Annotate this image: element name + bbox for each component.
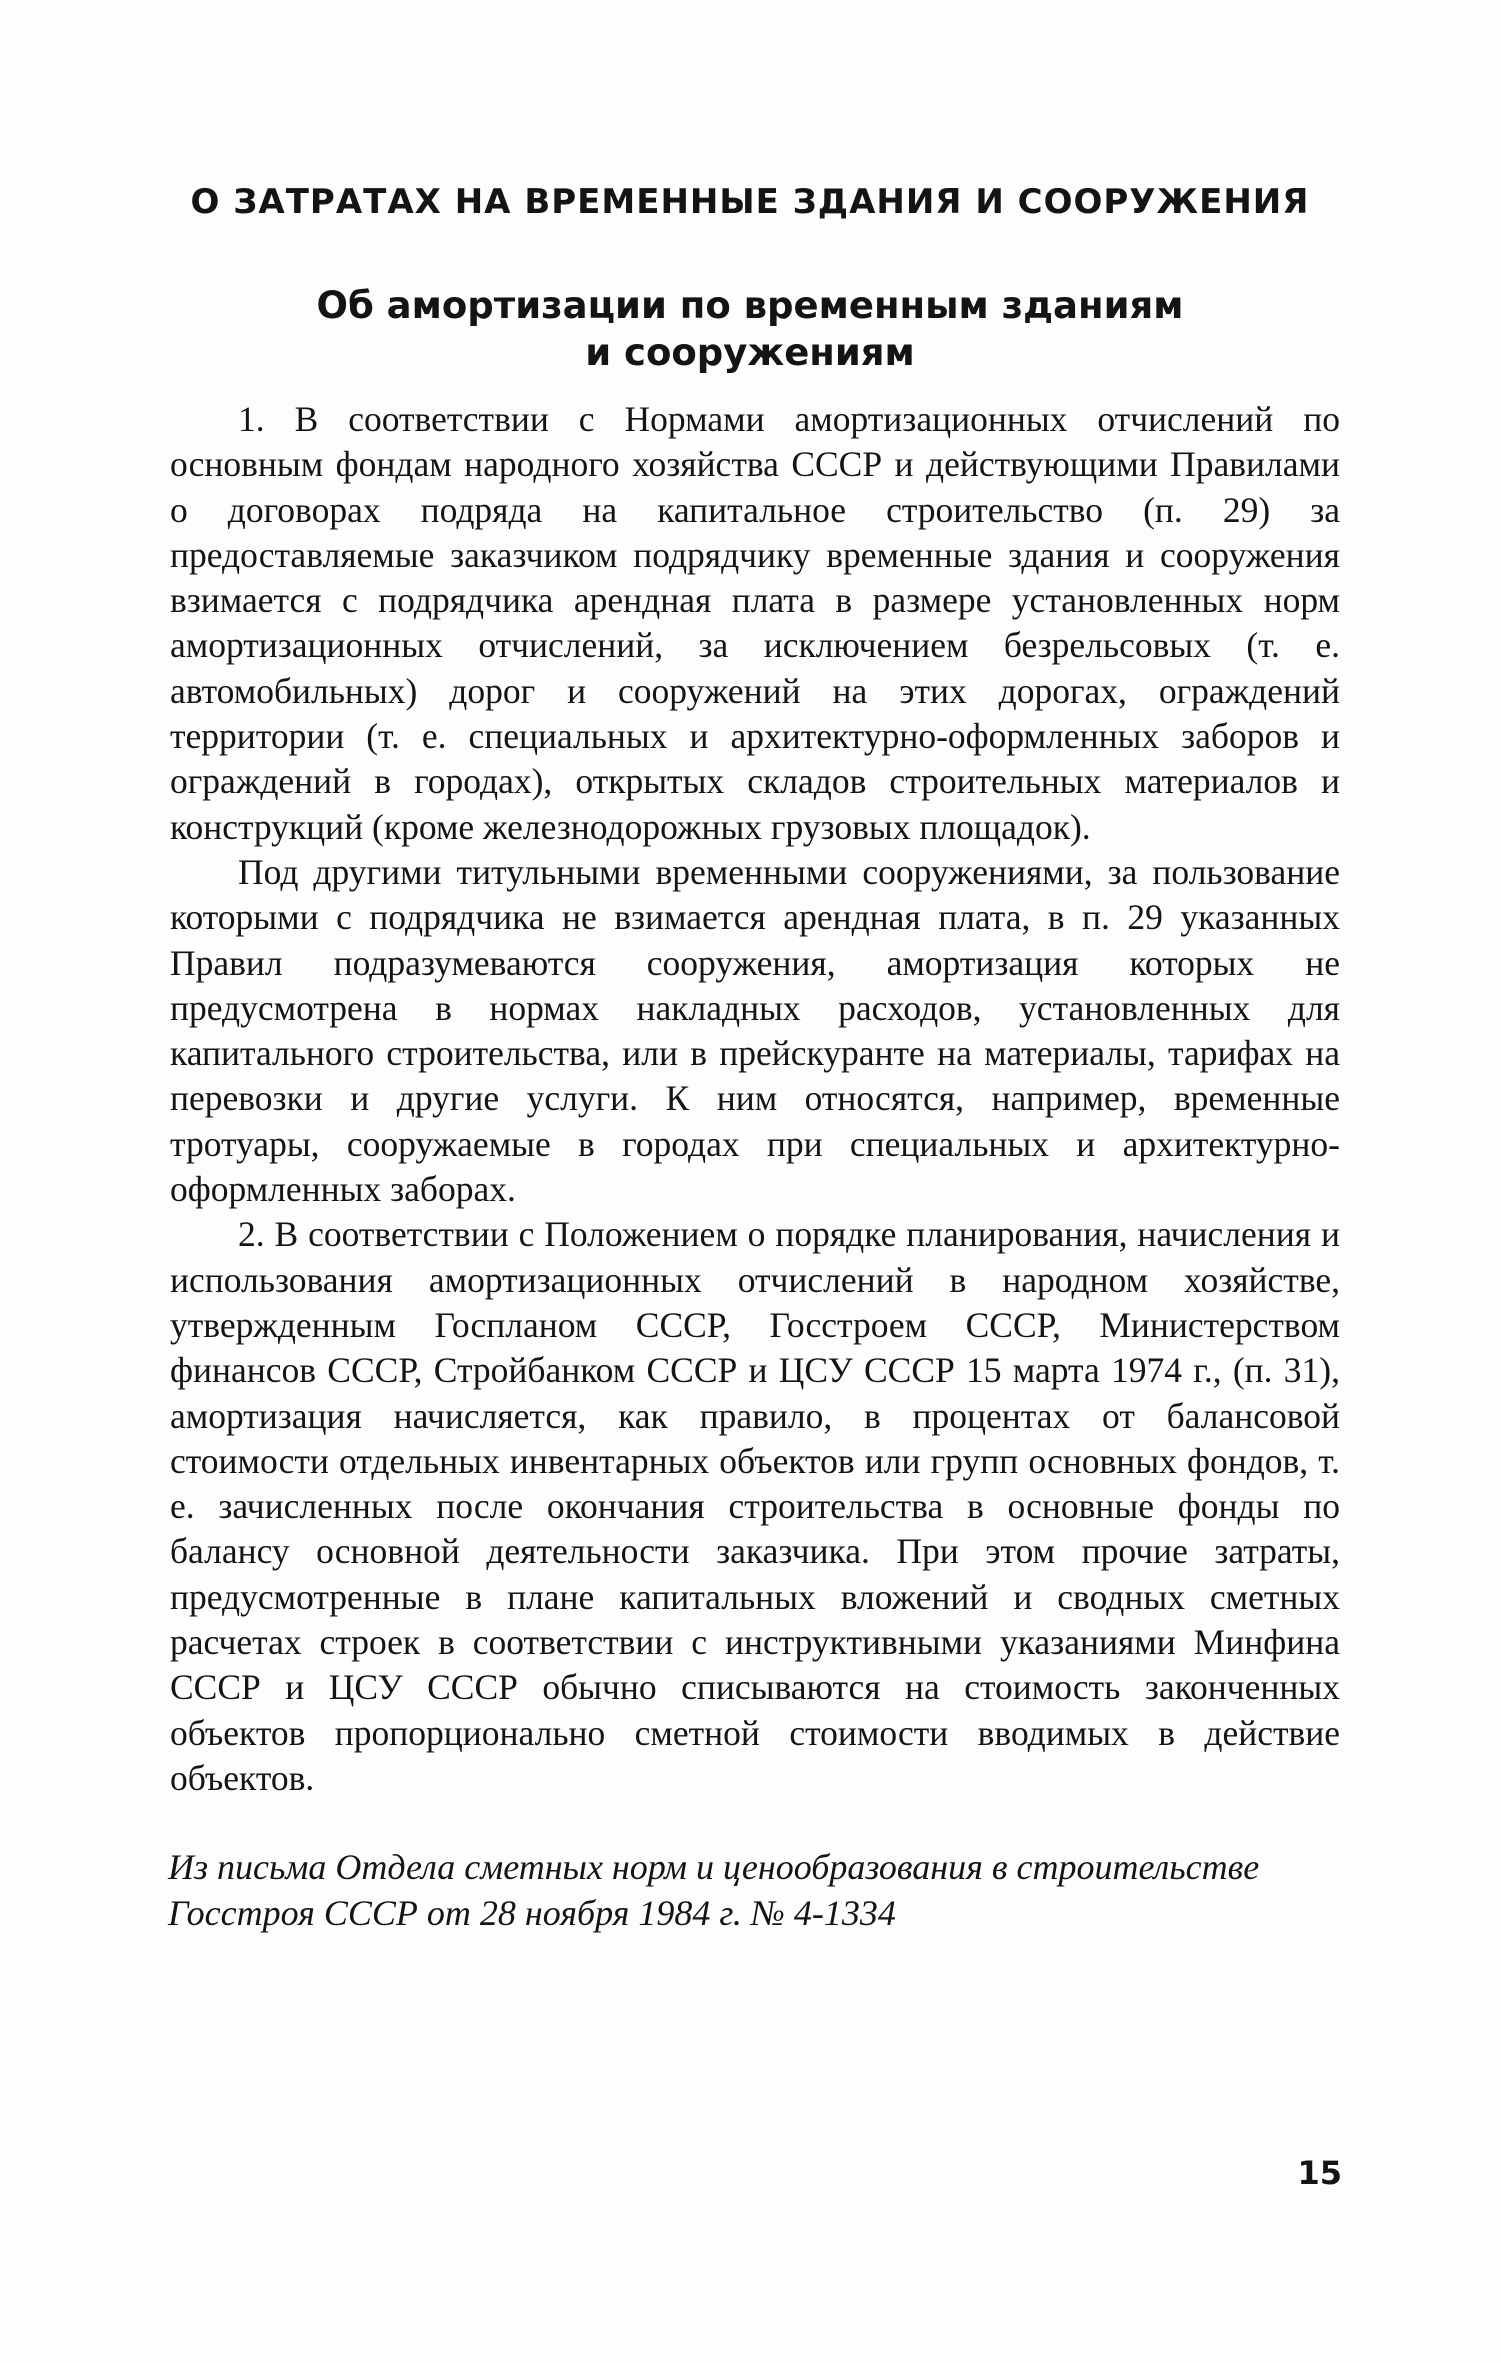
subtitle-line-1: Об амортизации по временным зданиям	[316, 284, 1184, 327]
paragraph-2: Под другими титульными временными сооружениями, за пользование которыми с подрядчика не взимается арендная плата, в п. 29 указанных Правил подразумеваются сооружения, амортизация которых не предусмотрена в нормах накладных расходов, установленных для капитального строительства, или в прейскуранте на материалы, тарифах на перевозки и другие услуги. К ним относятся, например, временные тротуары, сооружаемые в городах при специальных и архитектурно-оформленных заборах.	[170, 851, 1340, 1210]
page-title: О ЗАТРАТАХ НА ВРЕМЕННЫЕ ЗДАНИЯ И СООРУЖЕНИЯ	[190, 182, 1310, 222]
paragraph-1: 1. В соответствии с Нормами амортизационных отчислений по основным фондам народного хозяйства СССР и действующими Правилами о договорах подряда на капитальное строительство (п. 29) за предоставляемые заказчиком подрядчику временные здания и сооружения взимается с подрядчика арендная плата в размере установленных норм амортизационных отчислений, за исключением безрельсовых (т. е. автомобильных) дорог и сооружений на этих дорогах, ограждений территории (т. е. специальных и архитектурно-оформленных заборов и ограждений в городах), открытых складов строительных материалов и конструкций (кроме железнодорожных грузовых площадок).	[170, 399, 1340, 847]
paragraph-3: 2. В соответствии с Положением о порядке планирования, начисления и использования амортизационных отчислений в народном хозяйстве, утвержденным Госпланом СССР, Госстроем СССР, Министерством финансов СССР, Стройбанком СССР и ЦСУ СССР 15 марта 1974 г., (п. 31), амортизация начисляется, как правило, в процентах от балансовой стоимости отдельных инвентарных объектов или групп основных фондов, т. е. зачисленных после окончания строительства в основные фонды по балансу основной деятельности заказчика. При этом прочие затраты, предусмотренные в плане капитальных вложений и сводных сметных расчетах строек в соответствии с инструктивными указаниями Минфина СССР и ЦСУ СССР обычно списываются на стоимость законченных объектов пропорционально сметной стоимости вводимых в действие объектов.	[170, 1214, 1340, 1798]
subtitle-line-2: и сооружениям	[585, 331, 915, 374]
body-text	[170, 397, 1340, 1801]
section-subtitle	[200, 282, 1300, 376]
source-citation	[168, 1844, 1348, 1936]
source-line-2: Госстроя СССР от 28 ноября 1984 г. № 4-1334	[168, 1893, 896, 1933]
source-line-1: Из письма Отдела сметных норм и ценообразования в строительстве	[168, 1847, 1260, 1887]
page-number: 15	[1297, 2154, 1342, 2192]
